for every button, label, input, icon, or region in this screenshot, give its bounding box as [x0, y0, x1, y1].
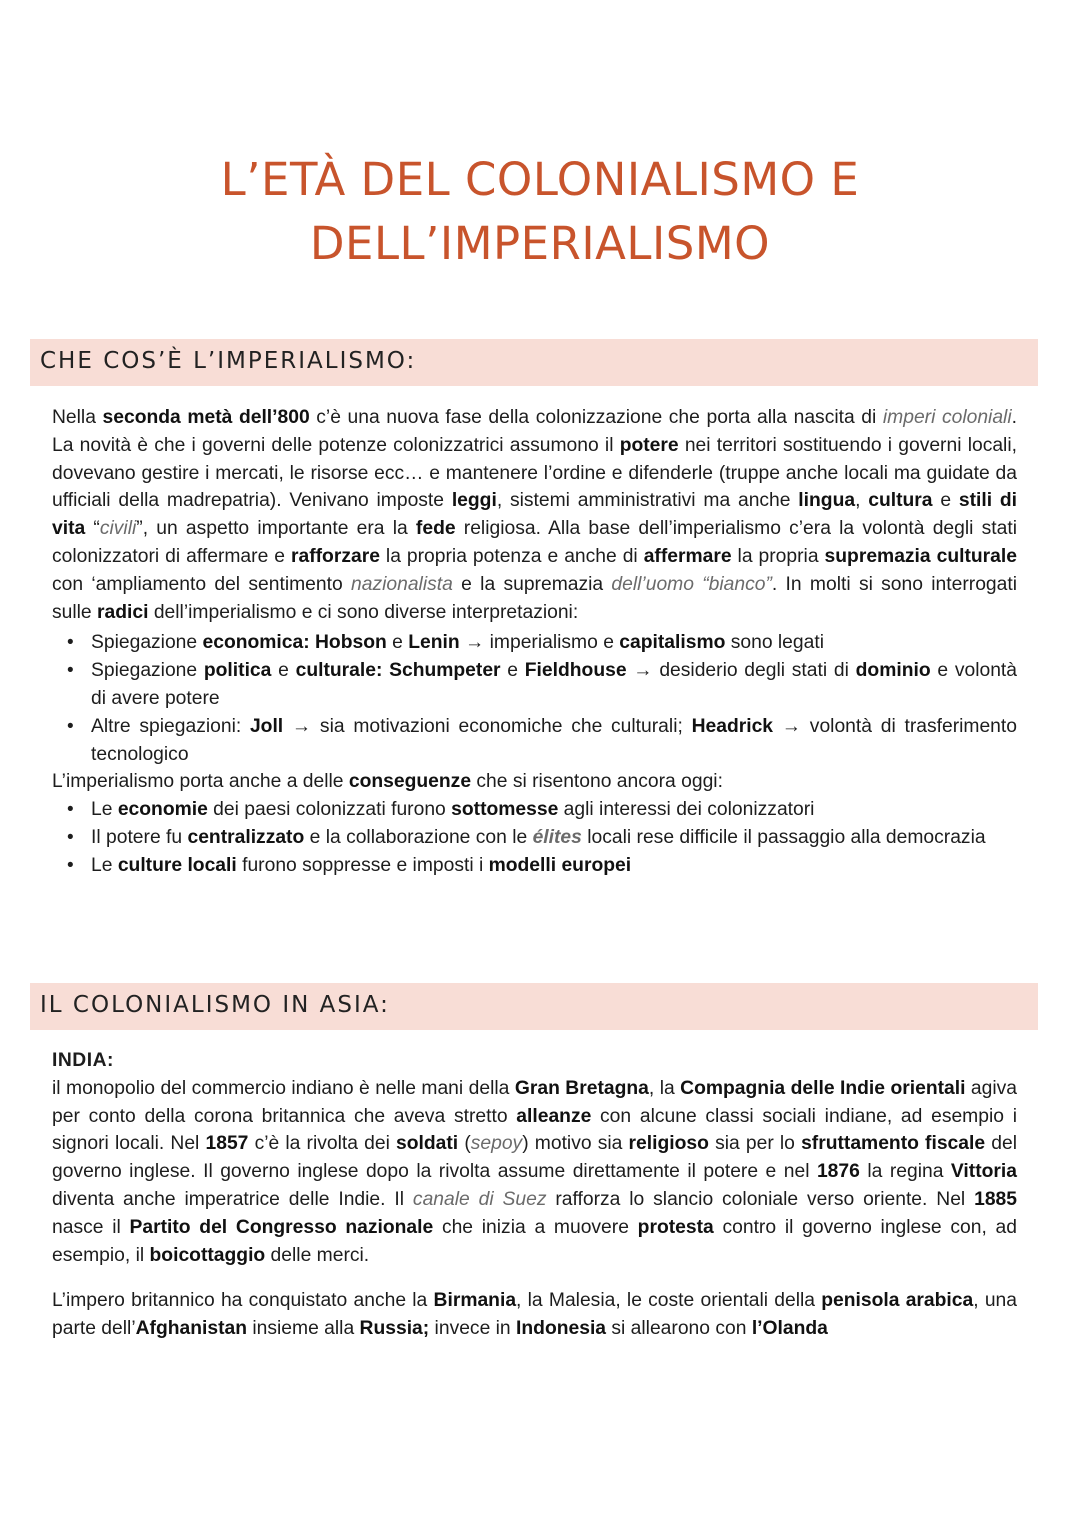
- consequences-list: [52, 796, 1017, 879]
- section-heading-text: CHE COS’È L’IMPERIALISMO:: [40, 348, 417, 374]
- interpretations-list: [52, 629, 1017, 768]
- list-item: • Le economie dei paesi colonizzati furono sottomesse agli interessi dei colonizzatori: [91, 796, 1017, 824]
- list-item: • Le culture locali furono soppresse e imposti i modelli europei: [91, 852, 1017, 880]
- title-line-1: L’ETÀ DEL COLONIALISMO E: [220, 153, 860, 206]
- subheading-india: INDIA:: [52, 1050, 114, 1071]
- section-heading-text: IL COLONIALISMO IN ASIA:: [40, 992, 390, 1018]
- section-body-imperialismo: [52, 404, 1017, 880]
- list-item: • Spiegazione politica e culturale: Schumpeter e Fieldhouse → desiderio degli stati di dominio e volontà di avere potere: [91, 657, 1017, 713]
- empire-paragraph: L’impero britannico ha conquistato anche la Birmania, la Malesia, le coste orientali della penisola arabica, una parte dell’Afghanistan insieme alla Russia; invece in Indonesia si allearono con l’Olanda: [52, 1290, 1018, 1340]
- list-item: • Spiegazione economica: Hobson e Lenin → imperialismo e capitalismo sono legati: [91, 629, 1017, 657]
- intro-paragraph: Nella seconda metà dell’800 c’è una nuova fase della colonizzazione che porta alla nascita di imperi coloniali. La novità è che i governi delle potenze colonizzatrici assumono il potere nei territori sostituendo i governi locali, dovevano gestire i mercati, le risorse ecc… e mantenere l’ordine e difenderle (truppe anche locali ma guidate da ufficiali della madrepatria). Venivano imposte leggi, sistemi amministrativi ma anche lingua, cultura e stili di vita “civili”, un aspetto importante era la fede religiosa. Alla base dell’imperialismo c’era la volontà degli stati colonizzatori di affermare e rafforzare la propria potenza e anche di affermare la propria supremazia culturale con ‘ampliamento del sentimento nazionalista e la supremazia dell’uomo “bianco”. In molti si sono interrogati sulle radici dell’imperialismo e ci sono diverse interpretazioni:: [52, 407, 1018, 623]
- india-paragraph: il monopolio del commercio indiano è nelle mani della Gran Bretagna, la Compagnia delle Indie orientali agiva per conto della corona britannica che aveva stretto alleanze con alcune classi sociali indiane, ad esempio i signori locali. Nel 1857 c’è la rivolta dei soldati (sepoy) motivo sia religioso sia per lo sfruttamento fiscale del governo inglese. Il governo inglese dopo la rivolta assume direttamente il potere e nel 1876 la regina Vittoria diventa anche imperatrice delle Indie. Il canale di Suez rafforza lo slancio coloniale verso oriente. Nel 1885 nasce il Partito del Congresso nazionale che inizia a muovere protesta contro il governo inglese con, ad esempio, il boicottaggio delle merci.: [52, 1077, 1018, 1266]
- section-heading-asia: [30, 983, 1038, 1030]
- consequences-intro: L’imperialismo porta anche a delle conseguenze che si risentono ancora oggi:: [52, 771, 723, 793]
- title-line-2: DELL’IMPERIALISMO: [309, 217, 771, 270]
- section-heading-imperialismo: [30, 339, 1038, 386]
- list-item: • Il potere fu centralizzato e la collaborazione con le élites locali rese difficile il passaggio alla democrazia: [91, 824, 1017, 852]
- page-title: [0, 148, 1080, 276]
- section-body-asia: [52, 1047, 1017, 1343]
- list-item: • Altre spiegazioni: Joll → sia motivazioni economiche che culturali; Headrick → volontà di trasferimento tecnologico: [91, 713, 1017, 769]
